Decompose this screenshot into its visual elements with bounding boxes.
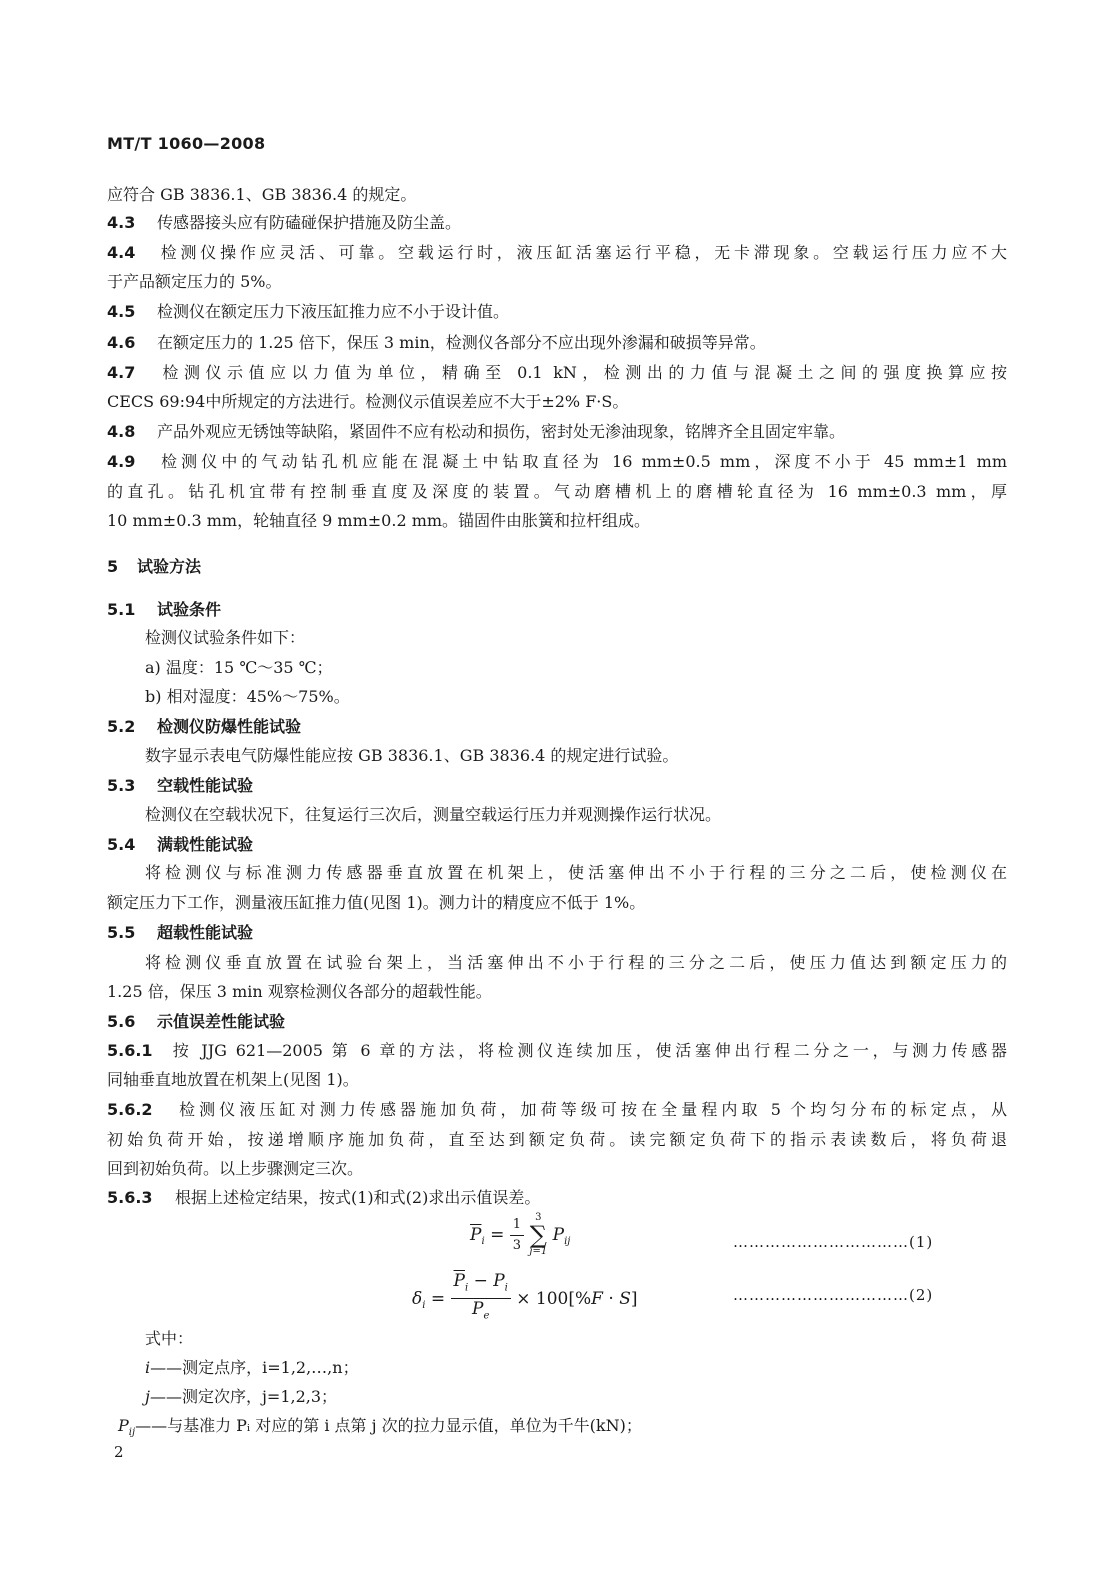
list-item: b) 相对湿度：45%～75%。: [145, 687, 350, 706]
clause-4-3: 4.3 传感器接头应有防磕碰保护措施及防尘盖。: [107, 213, 462, 232]
list-item: a) 温度：15 ℃～35 ℃；: [145, 658, 333, 677]
clause-4-5: 4.5 检测仪在额定压力下液压缸推力应不小于设计值。: [107, 302, 510, 321]
clause-4-6: 4.6 在额定压力的 1.25 倍下，保压 3 min，检测仪各部分不应出现外渗漏和破损等异常。: [107, 333, 766, 352]
def-j: j——测定次序，j=1,2,3；: [145, 1387, 338, 1406]
section-5-1-title: 5.1 试验条件: [107, 600, 222, 619]
section-5-2-title: 5.2 检测仪防爆性能试验: [107, 717, 302, 736]
text-line: 于产品额定压力的 5%。: [107, 272, 282, 291]
page-number: 2: [114, 1443, 124, 1461]
section-5-title: 5 试验方法: [107, 557, 202, 576]
section-5-5-title: 5.5 超载性能试验: [107, 923, 254, 942]
text-line: 同轴垂直地放置在机架上(见图 1)。: [107, 1070, 359, 1089]
section-5-4-title: 5.4 满载性能试验: [107, 835, 254, 854]
text-line: 应符合 GB 3836.1、GB 3836.4 的规定。: [107, 185, 417, 204]
text-line: 的直孔。钻孔机宜带有控制垂直度及深度的装置。气动磨槽机上的磨槽轮直径为 16 mm±0.3 mm，厚: [107, 482, 1007, 501]
where-title: 式中：: [145, 1329, 194, 1348]
clause-4-9: 4.9 检测仪中的气动钻孔机应能在混凝土中钻取直径为 16 mm±0.5 mm，深度不小于 45 mm±1 mm: [107, 452, 1007, 471]
text-line: 数字显示表电气防爆性能应按 GB 3836.1、GB 3836.4 的规定进行试验。: [145, 746, 679, 765]
clause-5-6-3: 5.6.3 根据上述检定结果，按式(1)和式(2)求出示值误差。: [107, 1188, 541, 1207]
clause-4-8: 4.8 产品外观应无锈蚀等缺陷，紧固件不应有松动和损伤，密封处无渗油现象，铭牌齐全且固定牢靠。: [107, 422, 846, 441]
text-line: 1.25 倍，保压 3 min 观察检测仪各部分的超载性能。: [107, 982, 492, 1001]
text-line: CECS 69:94中所规定的方法进行。检测仪示值误差应不大于±2% F·S。: [107, 392, 629, 411]
text-line: 检测仪在空载状况下，往复运行三次后，测量空载运行压力并观测操作运行状况。: [145, 805, 722, 824]
def-pij: $P_{ij}——$与基准力 Pᵢ 对应的第 i 点第 j 次的拉力显示值，单位为千牛(kN)；: [118, 1416, 642, 1439]
text-line: 将检测仪与标准测力传感器垂直放置在机架上，使活塞伸出不小于行程的三分之二后，使检测仪在: [145, 863, 1007, 882]
text-line: 将检测仪垂直放置在试验台架上，当活塞伸出不小于行程的三分之二后，使压力值达到额定压力的: [145, 953, 1007, 972]
section-5-6-title: 5.6 示值误差性能试验: [107, 1012, 286, 1031]
text-line: 额定压力下工作，测量液压缸推力值(见图 1)。测力计的精度应不低于 1%。: [107, 893, 646, 912]
equation-2-number: ……………………………(2): [733, 1286, 934, 1304]
text-line: 初始负荷开始，按递增顺序施加负荷，直至达到额定负荷。读完额定负荷下的指示表读数后，将负荷退: [107, 1130, 1007, 1149]
text-line: 检测仪试验条件如下：: [145, 628, 306, 647]
clause-5-6-2: 5.6.2 检测仪液压缸对测力传感器施加负荷，加荷等级可按在全量程内取 5 个均匀分布的标定点，从: [107, 1100, 1007, 1119]
equation-1: $\overline{P}_i$ = $\frac{1}{3}$ 3 ∑ j=1 $P_{ij}$: [470, 1212, 571, 1257]
clause-5-6-1: 5.6.1 按 JJG 621—2005 第 6 章的方法，将检测仪连续加压，使活塞伸出行程二分之一，与测力传感器: [107, 1041, 1007, 1060]
equation-2: $\delta_i$ = $\frac{\overline{P}_i - P_i}{P_e}$ × 100[%F · S]: [412, 1271, 638, 1322]
equation-1-number: ……………………………(1): [733, 1233, 934, 1251]
section-5-3-title: 5.3 空载性能试验: [107, 776, 254, 795]
clause-4-4: 4.4 检测仪操作应灵活、可靠。空载运行时，液压缸活塞运行平稳，无卡滞现象。空载运行压力应不大: [107, 243, 1007, 262]
text-line: 10 mm±0.3 mm，轮轴直径 9 mm±0.2 mm。锚固件由胀簧和拉杆组成。: [107, 511, 651, 530]
text-line: 回到初始负荷。以上步骤测定三次。: [107, 1159, 364, 1178]
clause-4-7: 4.7 检测仪示值应以力值为单位，精确至 0.1 kN，检测出的力值与混凝土之间的强度换算应按: [107, 363, 1007, 382]
doc-code-header: MT/T 1060—2008: [107, 134, 266, 153]
def-i: i——测定点序，i=1,2,…,n；: [145, 1358, 359, 1377]
